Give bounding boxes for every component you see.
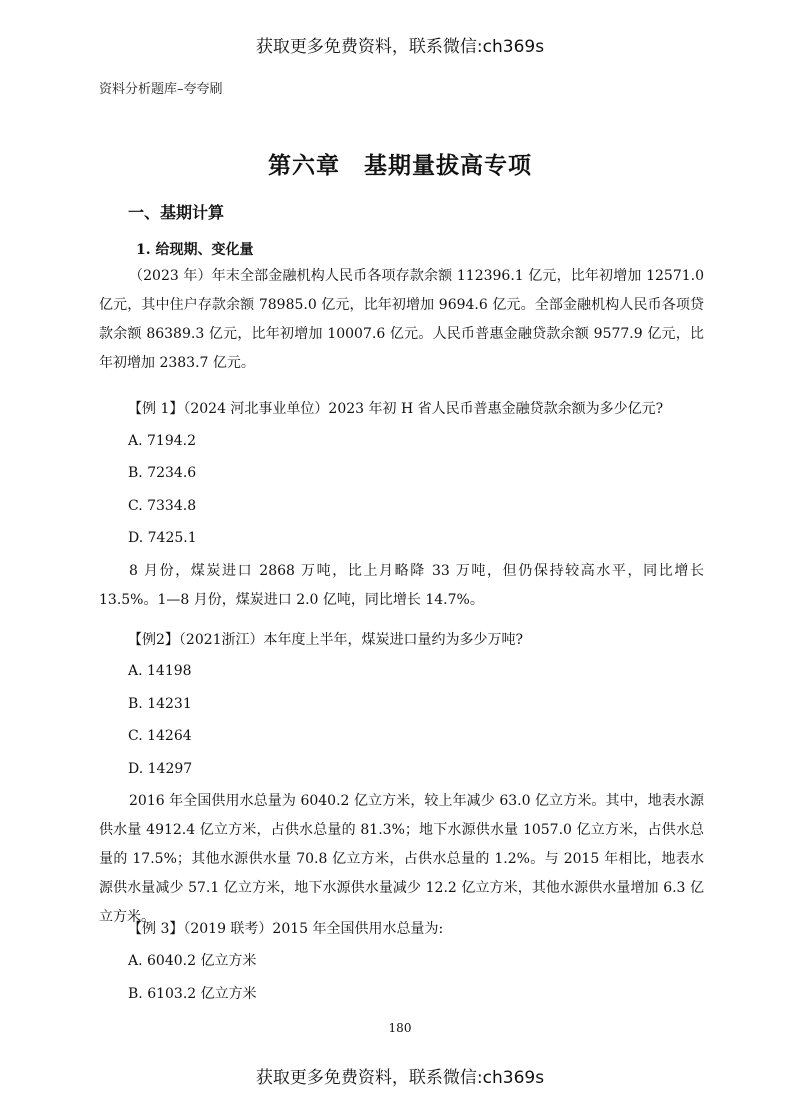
question-3-option-b: B. 6103.2 亿立方米 [128,986,257,1002]
question-3-option-a: A. 6040.2 亿立方米 [128,953,257,969]
question-2-option-d: D. 14297 [128,761,193,777]
question-2-option-c: C. 14264 [128,728,192,744]
chapter-title: 第六章 基期量拔高专项 [268,152,532,179]
page-number: 180 [388,1021,412,1035]
question-2-option-b: B. 14231 [128,696,192,712]
passage-deposits-loans: （2023 年）年末全部金融机构人民币各项存款余额 112396.1 亿元，比年初增加 12571.0 亿元，其中住户存款余额 78985.0 亿元，比年初增加 9694.6 亿元。全部金融机构人民币各项贷款余额 86389.3 亿元，比年初增加 10007.6 亿元。人民币普惠金融贷款余额 9577.9 亿元，比年初增加 2383.7 亿元。 [99,268,704,371]
subsection-title: 1. 给现期、变化量 [136,242,254,258]
question-1-option-b: B. 7234.6 [128,465,197,481]
passage-coal-import: 8 月份，煤炭进口 2868 万吨，比上月略降 33 万吨，但仍保持较高水平，同比增长 13.5%。1—8 月份，煤炭进口 2.0 亿吨，同比增长 14.7%。 [99,563,704,608]
question-1-option-c: C. 7334.8 [128,498,197,514]
passage-water-supply: 2016 年全国供用水总量为 6040.2 亿立方米，较上年减少 63.0 亿立方米。其中，地表水源供水量 4912.4 亿立方米，占供水总量的 81.3%；地下水源供水量 1057.0 亿立方米，占供水总量的 17.5%；其他水源供水量 70.8 亿立方米，占供水总量的 1.2%。与 2015 年相比，地表水源供水量减少 57.1 亿立方米，地下水源供水量减少 12.2 亿立方米，其他水源供水量增加 6.3 亿立方米。 [99,793,704,925]
question-1-option-d: D. 7425.1 [128,530,197,546]
section-title: 一、基期计算 [128,203,225,222]
question-1-option-a: A. 7194.2 [128,433,196,449]
watermark-top: 获取更多免费资料，联系微信:ch369s [255,37,545,57]
question-3-stem: 【例 3】（2019 联考）2015 年全国供用水总量为: [128,921,444,937]
watermark-bottom: 获取更多免费资料，联系微信:ch369s [255,1068,545,1088]
question-1-stem: 【例 1】（2024 河北事业单位）2023 年初 H 省人民币普惠金融贷款余额为多少亿元? [128,401,664,417]
question-2-option-a: A. 14198 [128,663,192,679]
question-2-stem: 【例2】（2021浙江）本年度上半年，煤炭进口量约为多少万吨? [128,632,524,648]
running-header: 资料分析题库–夸夸刷 [99,82,223,97]
